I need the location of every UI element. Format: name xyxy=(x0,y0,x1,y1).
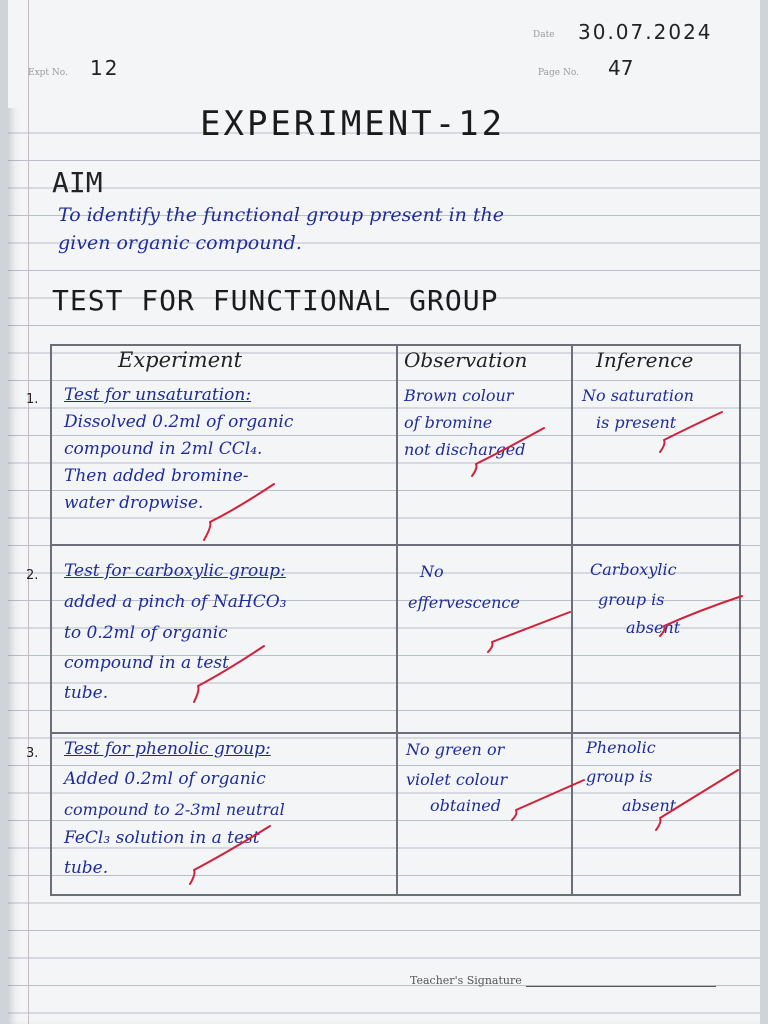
aim-line-2: given organic compound. xyxy=(58,232,302,254)
table-row-divider-1 xyxy=(50,544,740,546)
row-3-experiment-line: Added 0.2ml of organic xyxy=(64,769,266,789)
table-col-divider-1 xyxy=(396,344,398,896)
row-1-inference-line: is present xyxy=(596,413,677,432)
row-2-observation-line: effervescence xyxy=(408,593,520,612)
row-1-experiment-line: Then added bromine- xyxy=(64,466,249,486)
row-2-inference-line: Carboxylic xyxy=(590,560,677,579)
check-mark-icon xyxy=(188,640,268,710)
check-mark-icon xyxy=(508,776,588,826)
notebook-page xyxy=(8,0,760,1024)
aim-label: AIM xyxy=(52,166,103,199)
row-number: 2. xyxy=(26,568,39,583)
page-header-band xyxy=(8,0,760,108)
row-1-observation-line: not discharged xyxy=(404,440,526,459)
table-bottom-border xyxy=(50,894,740,896)
table-left-border xyxy=(50,344,52,896)
check-mark-icon xyxy=(184,820,274,890)
row-2-experiment-line: tube. xyxy=(64,683,109,703)
margin-line xyxy=(28,0,29,1024)
row-number: 3. xyxy=(26,746,39,761)
row-3-inference-line: absent xyxy=(622,796,677,815)
row-3-observation-line: obtained xyxy=(430,796,501,815)
check-mark-icon xyxy=(484,608,574,658)
aim-line-1: To identify the functional group present in the xyxy=(58,204,505,226)
expt-no-label: Expt No. xyxy=(28,68,68,78)
check-mark-icon xyxy=(656,592,746,642)
table-top-border xyxy=(50,344,740,346)
teacher-signature-line xyxy=(526,986,716,987)
row-1-observation-line: Brown colour xyxy=(404,386,514,405)
row-3-experiment-line: Test for phenolic group: xyxy=(64,739,271,759)
row-1-experiment-line: compound in 2ml CCl₄. xyxy=(64,439,263,459)
row-number: 1. xyxy=(26,392,39,407)
check-mark-icon xyxy=(198,478,278,548)
header-inference: Inference xyxy=(596,348,694,372)
row-1-experiment-line: Test for unsaturation: xyxy=(64,385,252,405)
row-2-inference-line: absent xyxy=(626,618,681,637)
row-3-observation-line: violet colour xyxy=(406,770,508,789)
teacher-signature-label: Teacher's Signature xyxy=(410,974,522,987)
header-observation: Observation xyxy=(404,348,528,372)
row-3-experiment-line: compound to 2-3ml neutral xyxy=(64,800,285,819)
row-3-experiment-line: tube. xyxy=(64,858,109,878)
expt-no-value: 12 xyxy=(90,56,120,80)
check-mark-icon xyxy=(468,424,548,484)
row-2-experiment-line: to 0.2ml of organic xyxy=(64,623,228,643)
row-3-inference-line: Phenolic xyxy=(586,738,656,757)
page-title: EXPERIMENT-12 xyxy=(200,104,506,144)
section-heading: TEST FOR FUNCTIONAL GROUP xyxy=(52,284,499,317)
row-3-inference-line: group is xyxy=(586,767,653,786)
row-1-inference-line: No saturation xyxy=(582,386,694,405)
row-2-observation-line: No xyxy=(420,562,444,581)
row-1-experiment-line: Dissolved 0.2ml of organic xyxy=(64,412,294,432)
row-3-experiment-line: FeCl₃ solution in a test xyxy=(64,828,260,848)
header-experiment: Experiment xyxy=(118,348,243,372)
page-no-label: Page No. xyxy=(538,68,579,78)
row-1-observation-line: of bromine xyxy=(404,413,493,432)
check-mark-icon xyxy=(652,766,742,836)
date-label: Date xyxy=(533,30,555,40)
row-3-observation-line: No green or xyxy=(406,740,505,759)
row-2-experiment-line: added a pinch of NaHCO₃ xyxy=(64,592,287,612)
page-no-value: 47 xyxy=(608,56,634,80)
check-mark-icon xyxy=(656,408,726,458)
row-2-experiment-line: Test for carboxylic group: xyxy=(64,561,286,581)
row-1-experiment-line: water dropwise. xyxy=(64,493,204,513)
date-value: 30.07.2024 xyxy=(578,20,713,44)
row-2-experiment-line: compound in a test xyxy=(64,653,229,673)
row-2-inference-line: group is xyxy=(598,590,665,609)
